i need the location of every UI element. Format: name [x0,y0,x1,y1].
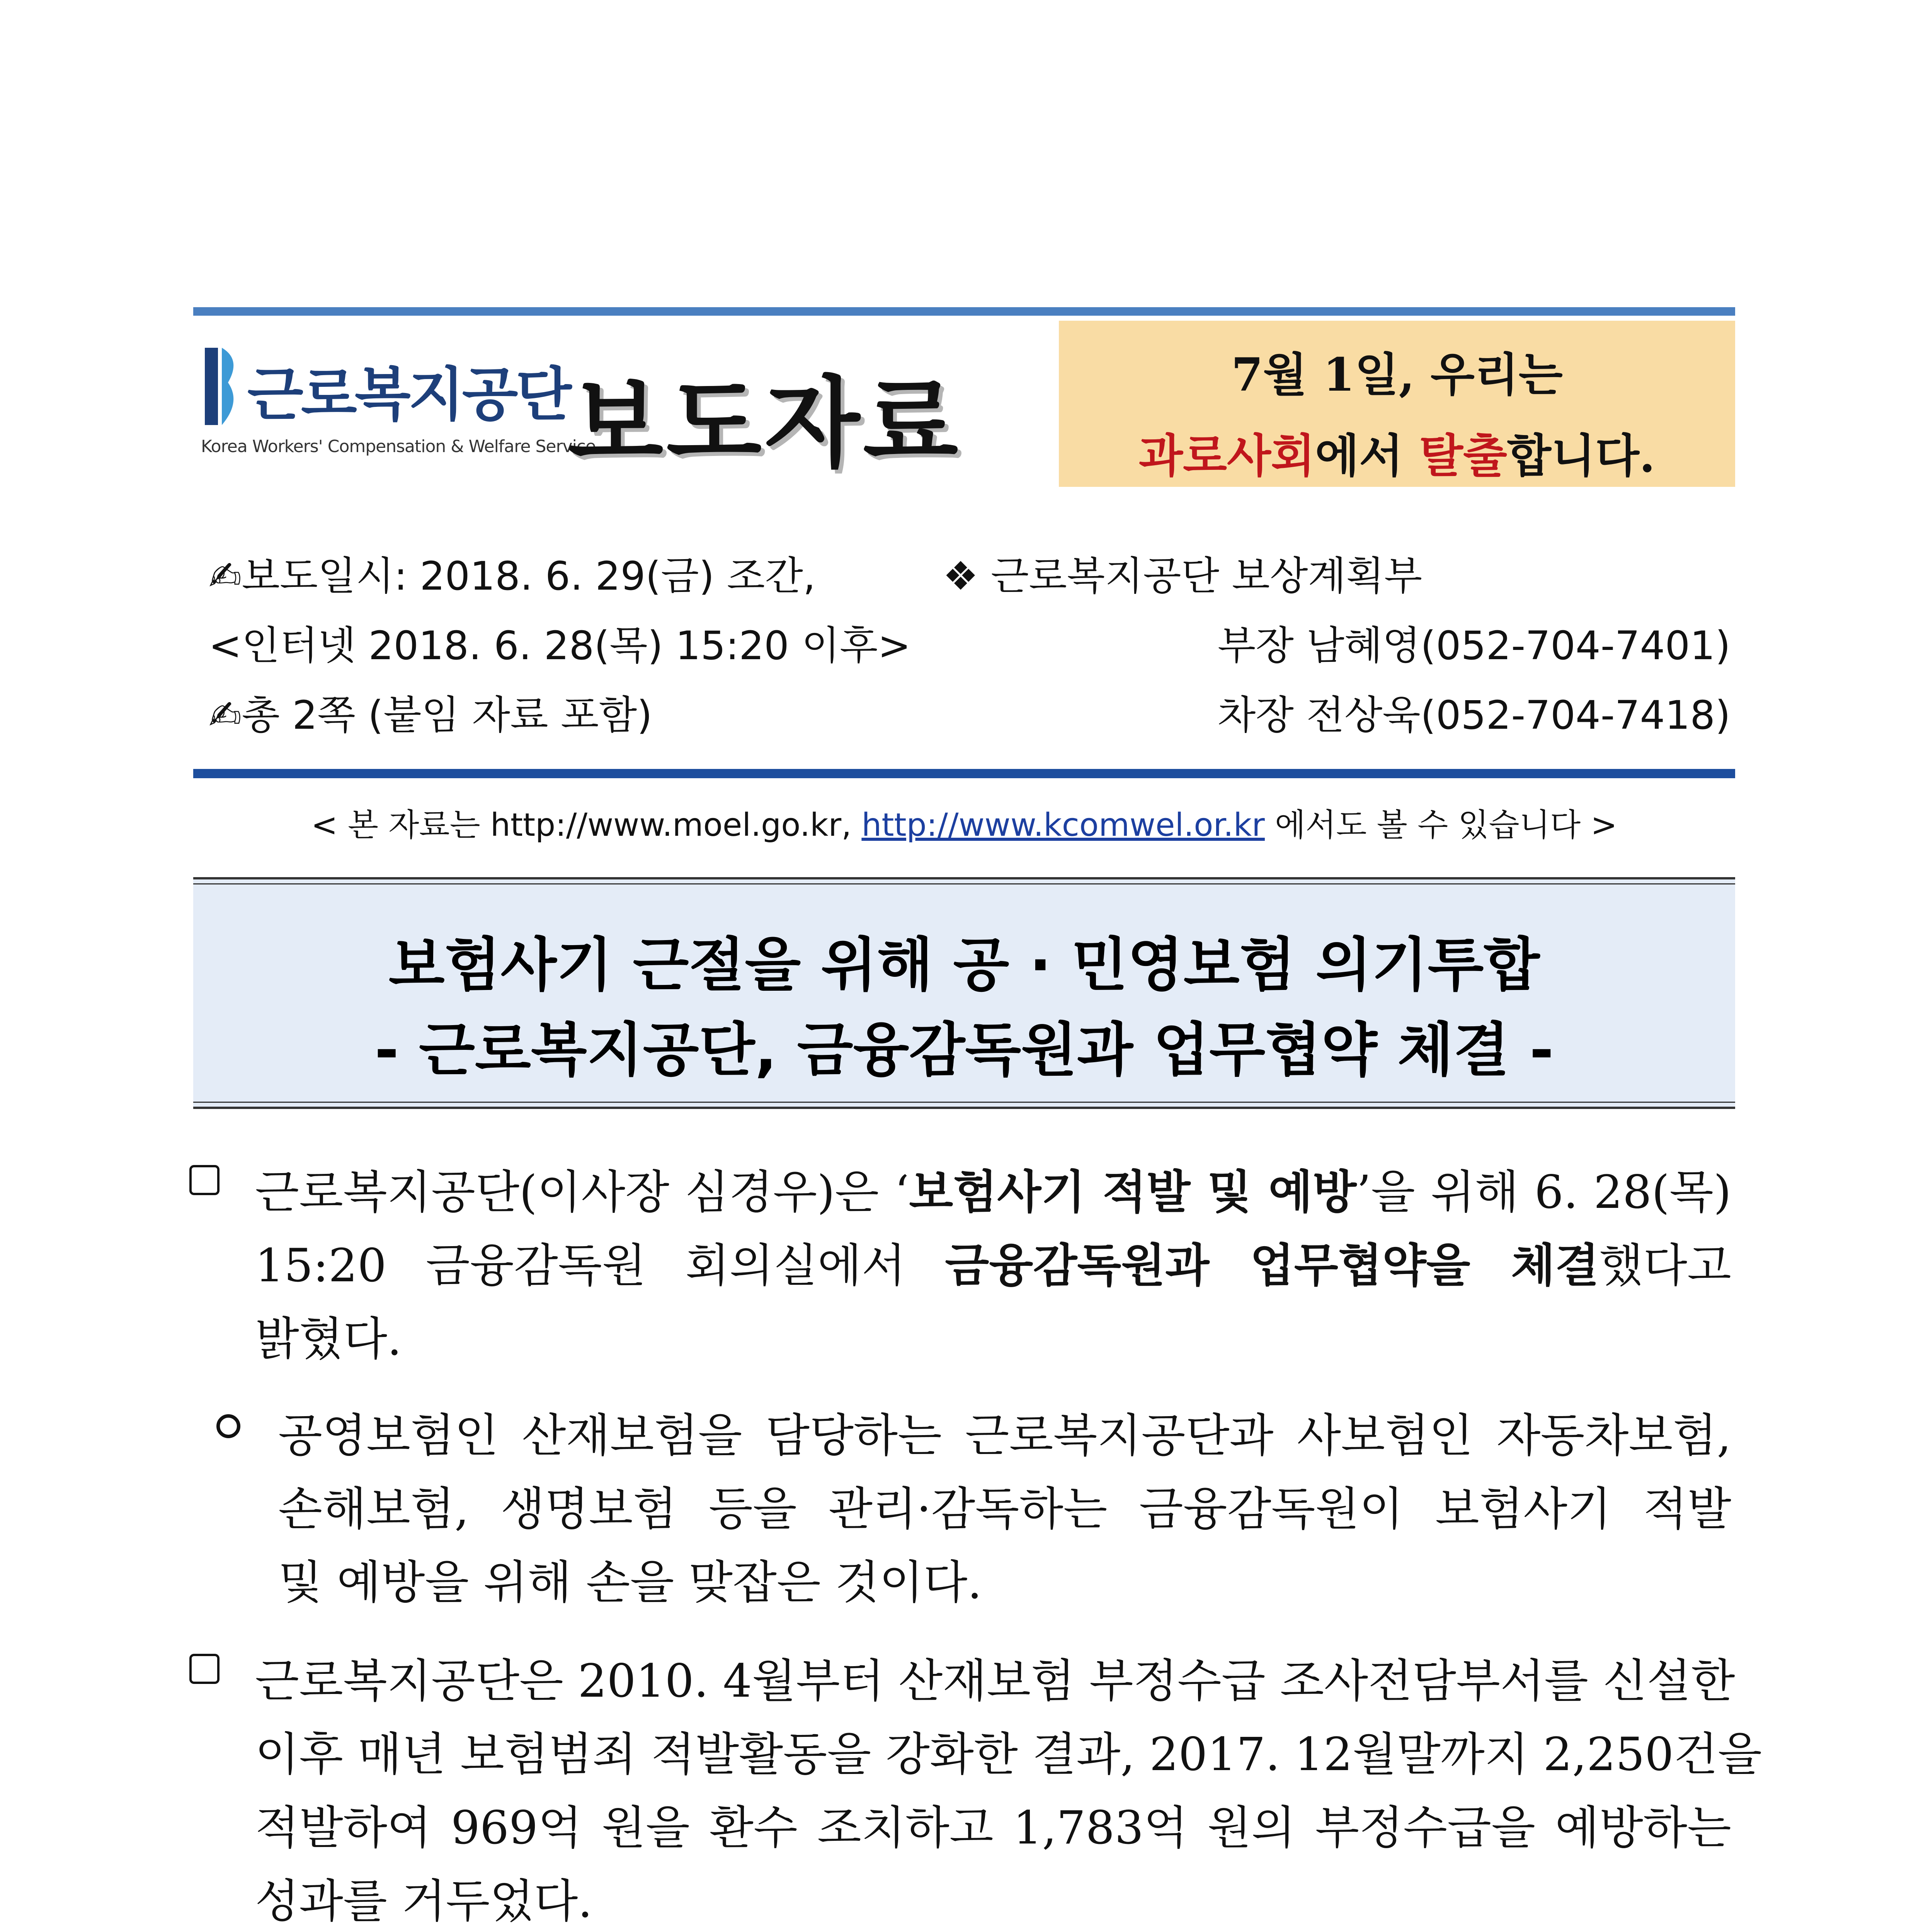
p1-l1-c: ’을 위해 6. 28(목) [1356,1165,1732,1219]
p1-l2-a: 15:20 금융감독원 회의실에서 [255,1239,945,1292]
top-rule [193,307,1735,316]
p2-line4: 성과를 거두었다. [255,1874,592,1928]
p1-l2-b: 금융감독원과 업무협약을 체결 [945,1238,1600,1292]
circle-bullet-icon [216,1414,240,1438]
logo-mark-icon [201,340,243,433]
p2-line1: 근로복지공단은 2010. 4월부터 산재보험 부정수급 조사전담부서를 신설한 [255,1654,1735,1708]
slogan-red2: 탈출 [1419,429,1507,483]
headline-sub: - 근로복지공단, 금융감독원과 업무협약 체결 - [374,1017,1554,1084]
p1-l2-c: 했다고 [1599,1239,1732,1292]
contact-2: 차장 전상욱(052-704-7418) [1217,692,1731,738]
total-pages: ✍총 2쪽 (붙임 자료 포함) [209,692,652,738]
web-notice-suffix: 에서도 볼 수 있습니다 > [1264,807,1617,844]
release-date: ✍보도일시: 2018. 6. 29(금) 조간, [209,553,816,599]
p1-line2 [255,1229,1731,1294]
checkbox-bullet-icon [189,1165,220,1195]
checkbox-bullet-icon [189,1654,220,1684]
p1-l1-a: 근로복지공단(이사장 심경우)은 ‘ [255,1165,909,1219]
slogan-box [1059,321,1735,487]
internet-release: <인터넷 2018. 6. 28(목) 15:20 이후> [209,623,911,669]
logo-subtitle: Korea Workers' Compensation & Welfare Service [201,437,596,456]
slogan-end: 합니다. [1507,429,1656,483]
contact-1: 부장 남혜영(052-704-7401) [1217,623,1731,669]
p1-l1-b: 보험사기 적발 및 예방 [909,1165,1357,1219]
web-notice [193,800,1735,845]
press-release-title: 보도자료 [568,366,961,481]
slogan-line2 [1059,419,1735,485]
info-bottom-rule [193,769,1735,778]
slogan-line1: 7월 1일, 우리는 [1231,348,1563,401]
logo-name: 근로복지공단 [247,361,570,429]
p1-line3: 밝혔다. [255,1312,402,1366]
s1-line1: 공영보험인 산재보험을 담당하는 근로복지공단과 사보험인 자동차보험, [278,1409,1731,1462]
p1-line1 [255,1155,1731,1221]
headline-box [193,877,1735,1109]
headline-main: 보험사기 근절을 위해 공 · 민영보험 의기투합 [388,932,1540,999]
logo [201,340,596,468]
web-notice-prefix: < 본 자료는 http://www.moel.go.kr, [311,807,862,844]
slogan-red1: 과로사회 [1138,429,1315,483]
p2-line3: 적발하여 969억 원을 환수 조치하고 1,783억 원의 부정수급을 예방하는 [255,1801,1731,1854]
kcomwel-link[interactable]: http://www.kcomwel.or.kr [861,807,1265,844]
slogan-mid: 에서 [1315,429,1419,483]
s1-line2: 손해보험, 생명보험 등을 관리·감독하는 금융감독원이 보험사기 적발 [278,1482,1731,1536]
s1-line3: 및 예방을 위해 손을 맞잡은 것이다. [278,1556,982,1609]
department: ❖ 근로복지공단 보상계획부 [943,553,1423,599]
p2-line2: 이후 매년 보험범죄 적발활동을 강화한 결과, 2017. 12월말까지 2,250건을 [255,1728,1762,1781]
